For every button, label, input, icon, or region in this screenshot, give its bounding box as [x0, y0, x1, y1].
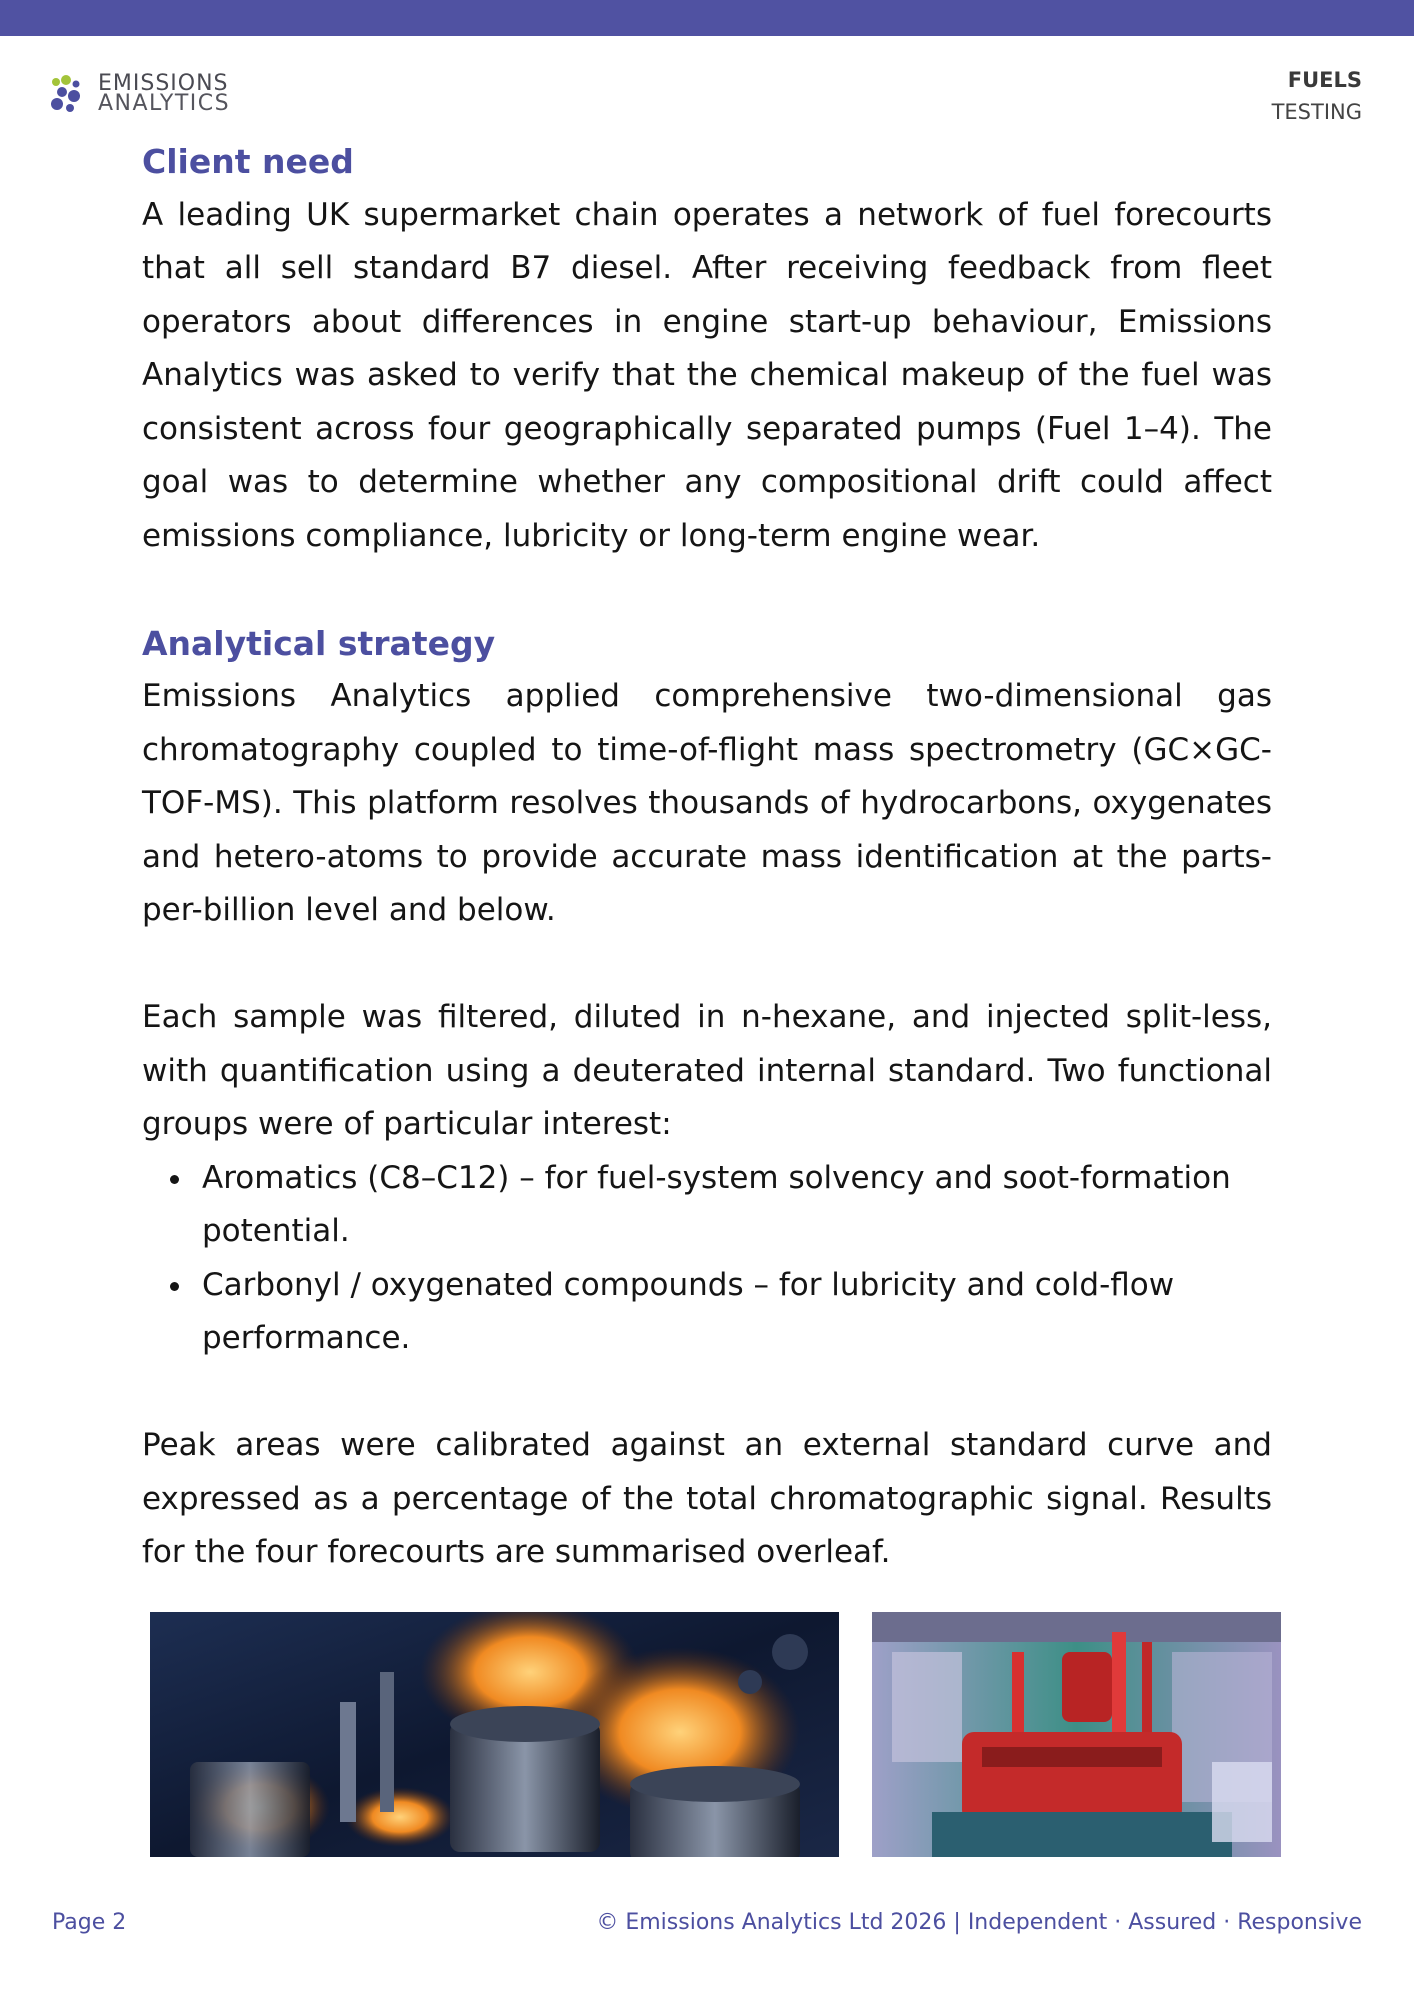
main-content — [142, 135, 1272, 1580]
list-item-carbonyl: Carbonyl / oxygenated compounds – for lubricity and cold-flow performance. — [202, 1259, 1272, 1366]
section-tag-bold: FUELS — [1287, 68, 1362, 92]
list-item-aromatics: Aromatics (C8–C12) – for fuel-system solvency and soot-formation potential. — [202, 1152, 1272, 1259]
analytical-strategy-heading: Analytical strategy — [142, 623, 496, 663]
client-need-paragraph: A leading UK supermarket chain operates a network of fuel forecourts that all sell standard B7 diesel. After receiving feedback from fleet operators about differences in engine start-up behaviour, Emissions Analytics was asked to verify that the chemical makeup of the fuel was consistent across four geographically separated pumps (Fuel 1–4). The goal was to determine whether any compositional drift could affect emissions compliance, lubricity or long-term engine wear. — [142, 196, 1272, 554]
spacer — [142, 938, 1272, 992]
footer-copyright: © Emissions Analytics Ltd 2026 | Independent · Assured · Responsive — [596, 1910, 1362, 1935]
engine-pistons-image — [150, 1612, 839, 1857]
generator-plant-image — [872, 1612, 1281, 1857]
client-need-heading: Client need — [142, 142, 354, 181]
logo-wordmark — [98, 71, 231, 116]
peak-areas-paragraph: Peak areas were calibrated against an external standard curve and expressed as a percentage of the total chromatographic signal. Results for the four forecourts are summarised overleaf. — [142, 1427, 1272, 1570]
section-tag-light: TESTING — [1271, 100, 1362, 124]
top-accent-bar — [0, 0, 1414, 36]
spacer — [142, 563, 1272, 617]
strategy-paragraph: Emissions Analytics applied comprehensive two-dimensional gas chromatography coupled to time-of-flight mass spectrometry (GC×GC-TOF-MS). This platform resolves thousands of hydrocarbons, oxygenates and hetero-atoms to provide accurate mass identification at the parts-per-billion level and below. — [142, 678, 1272, 928]
company-logo — [48, 72, 230, 116]
engine-pistons-photo — [150, 1612, 839, 1857]
logo-line-1: EMISSIONS — [98, 71, 229, 96]
sample-paragraph: Each sample was filtered, diluted in n-hexane, and injected split-less, with quantification using a deuterated internal standard. Two functional groups were of particular interest: — [142, 999, 1272, 1142]
molecule-logo-icon — [48, 72, 92, 116]
functional-groups-list — [142, 1152, 1272, 1366]
spacer — [142, 1366, 1272, 1420]
generator-plant-photo — [872, 1612, 1281, 1857]
section-tag — [1272, 64, 1362, 128]
logo-line-2: ANALYTICS — [98, 91, 231, 116]
footer-page-number: Page 2 — [52, 1910, 127, 1935]
